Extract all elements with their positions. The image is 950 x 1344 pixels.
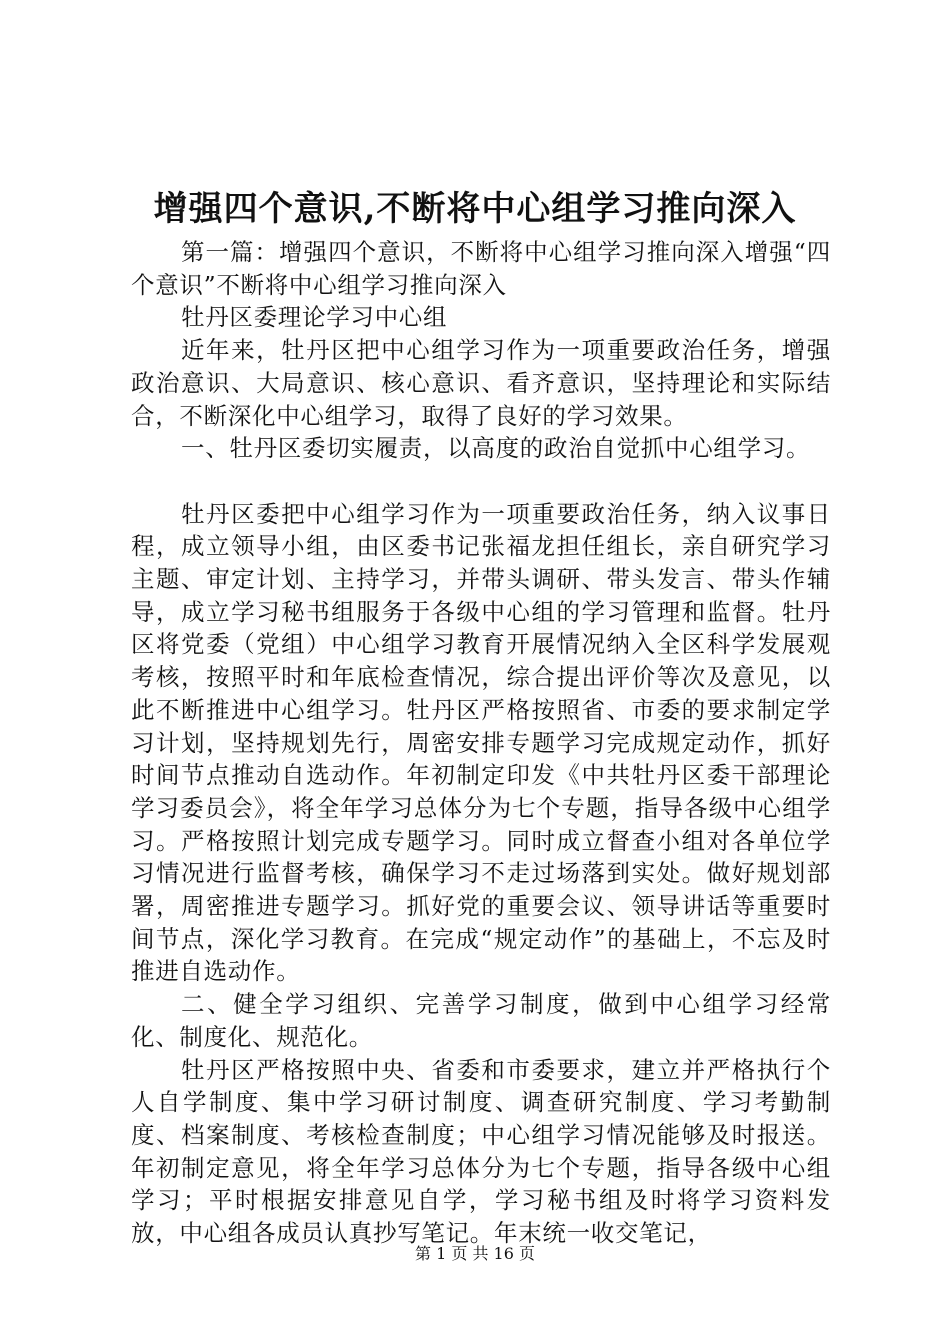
page-footer: 第 1 页 共 16 页 — [415, 1244, 535, 1263]
paragraph-intro: 第一篇：增强四个意识，不断将中心组学习推向深入增强“四个意识”不断将中心组学习推向深入 — [131, 238, 831, 299]
section-heading-two: 二、健全学习组织、完善学习制度，做到中心组学习经常化、制度化、规范化。 — [131, 990, 831, 1051]
paragraph-section-one: 牡丹区委把中心组学习作为一项重要政治任务，纳入议事日程，成立领导小组，由区委书记张福龙担任组长，亲自研究学习主题、审定计划、主持学习，并带头调研、带头发言、带头作辅导，成立学习秘书组服务于各级中心组的学习管理和监督。牡丹区将党委（党组）中心组学习教育开展情况纳入全区科学发展观考核，按照平时和年底检查情况，综合提出评价等次及意见，以此不断推进中心组学习。牡丹区严格按照省、市委的要求制定学习计划，坚持规划先行，周密安排专题学习完成规定动作，抓好时间节点推动自选动作。年初制定印发《中共牡丹区委干部理论学习委员会》，将全年学习总体分为七个专题，指导各级中心组学习。严格按照计划完成专题学习。同时成立督查小组对各单位学习情况进行监督考核，确保学习不走过场落到实处。做好规划部署，周密推进专题学习。抓好党的重要会议、领导讲话等重要时间节点，深化学习教育。在完成“规定动作”的基础上，不忘及时推进自选动作。 — [131, 499, 831, 986]
document-body — [131, 236, 831, 1250]
paragraph-section-two: 牡丹区严格按照中央、省委和市委要求，建立并严格执行个人自学制度、集中学习研讨制度、调查研究制度、学习考勤制度、档案制度、考核检查制度；中心组学习情况能够及时报送。年初制定意见，将全年学习总体分为七个专题，指导各级中心组学习；平时根据安排意见自学，学习秘书组及时将学习资料发放，中心组各成员认真抄写笔记。年末统一收交笔记， — [131, 1055, 831, 1248]
paragraph-summary: 近年来，牡丹区把中心组学习作为一项重要政治任务，增强政治意识、大局意识、核心意识、看齐意识，坚持理论和实际结合，不断深化中心组学习，取得了良好的学习效果。 — [131, 336, 831, 430]
paragraph-author: 牡丹区委理论学习中心组 — [181, 303, 448, 332]
section-heading-one: 一、牡丹区委切实履责，以高度的政治自觉抓中心组学习。 — [181, 434, 811, 463]
document-title: 增强四个意识,不断将中心组学习推向深入 — [153, 189, 797, 229]
